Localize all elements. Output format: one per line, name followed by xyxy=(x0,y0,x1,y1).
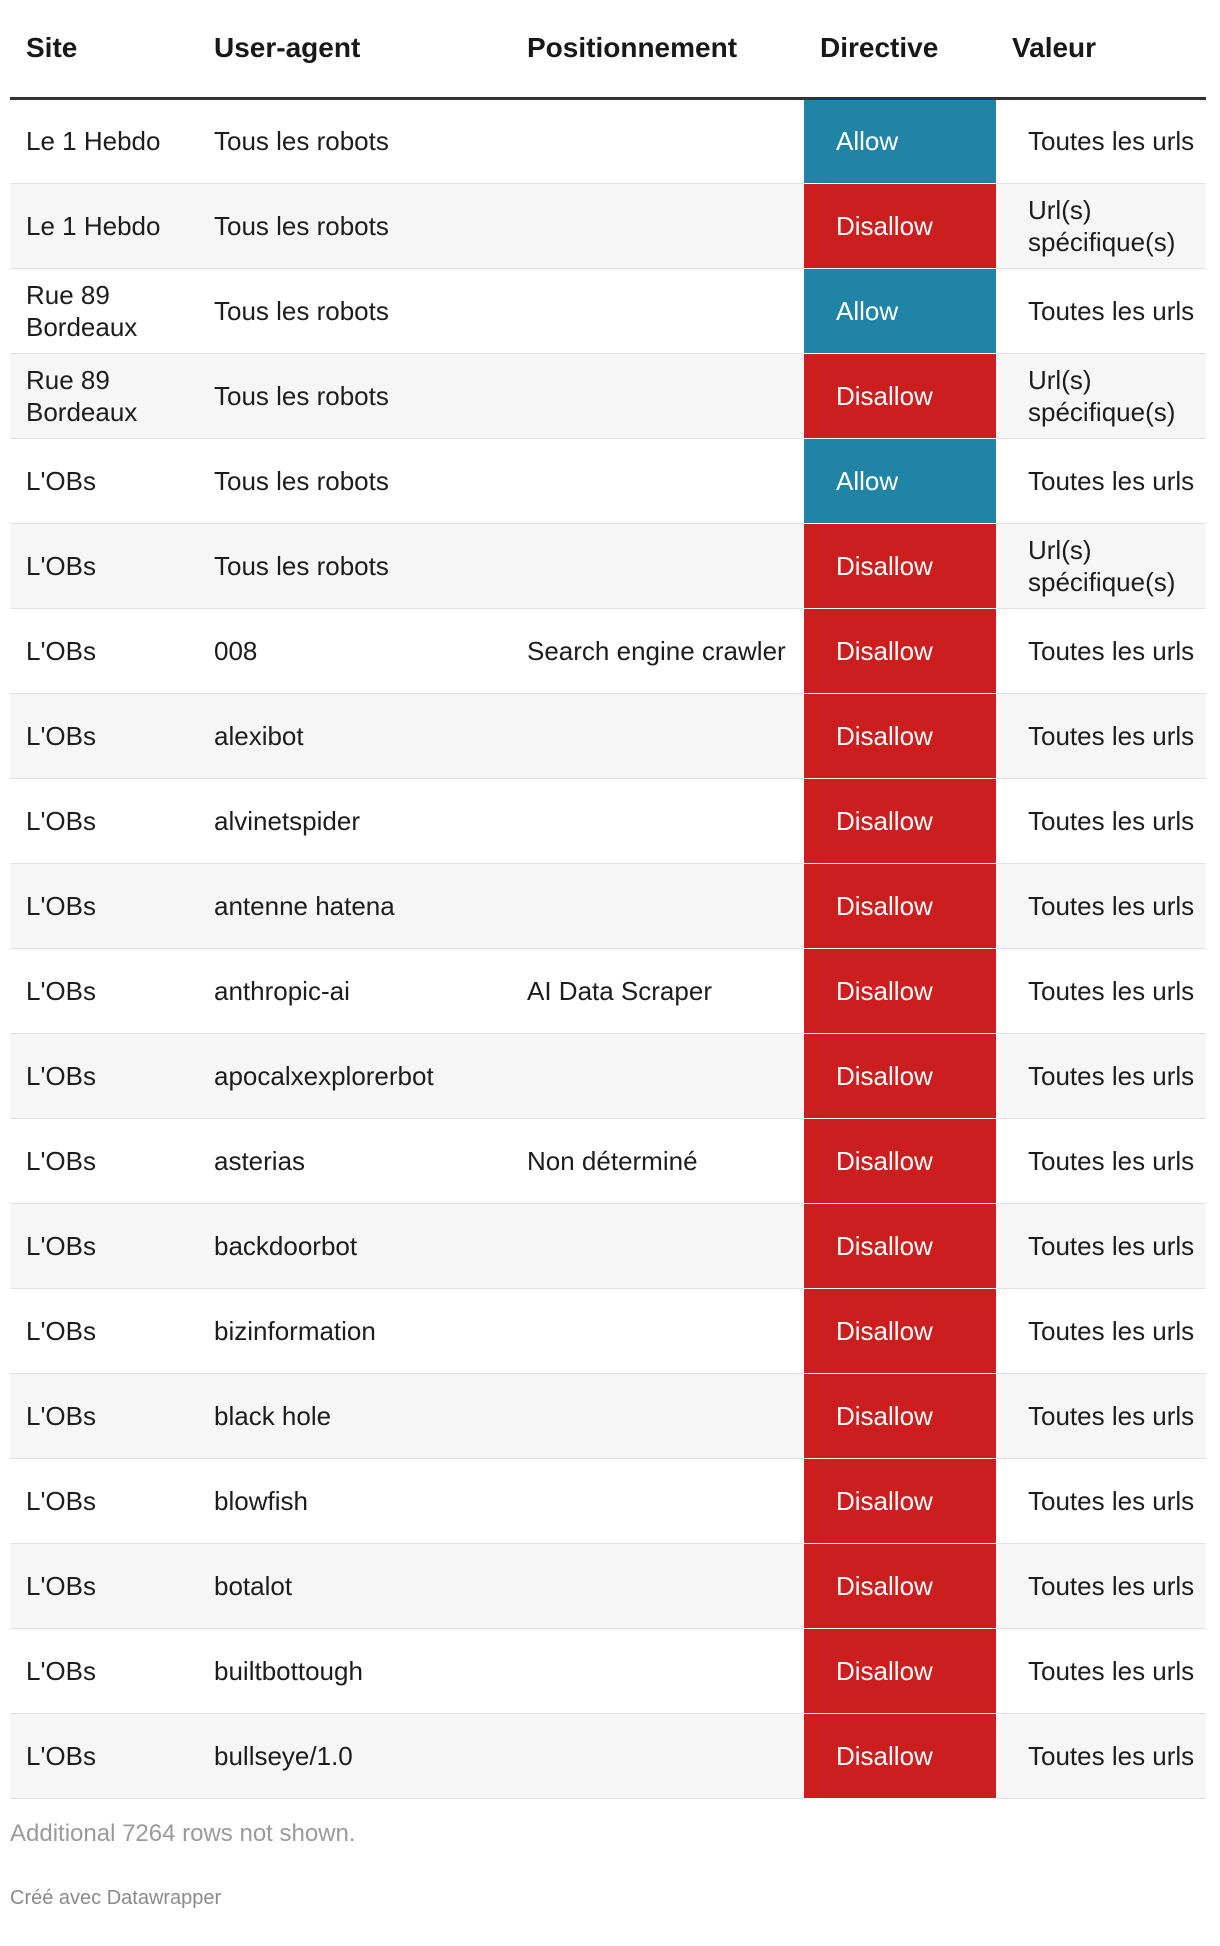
table-row xyxy=(10,1288,1206,1373)
cell-valeur: Toutes les urls xyxy=(996,438,1206,523)
cell-site: L'OBs xyxy=(10,1713,198,1798)
cell-site: L'OBs xyxy=(10,523,198,608)
cell-directive: Disallow xyxy=(804,863,996,948)
cell-site: L'OBs xyxy=(10,608,198,693)
cell-positionnement xyxy=(511,1458,804,1543)
cell-positionnement: AI Data Scraper xyxy=(511,948,804,1033)
robots-directives-table xyxy=(10,0,1206,1799)
cell-valeur: Url(s) spécifique(s) xyxy=(996,523,1206,608)
cell-positionnement xyxy=(511,183,804,268)
table-row xyxy=(10,948,1206,1033)
cell-site: Le 1 Hebdo xyxy=(10,98,198,183)
cell-valeur: Toutes les urls xyxy=(996,948,1206,1033)
cell-positionnement xyxy=(511,1373,804,1458)
cell-valeur: Toutes les urls xyxy=(996,1628,1206,1713)
table-row xyxy=(10,98,1206,183)
cell-site: Le 1 Hebdo xyxy=(10,183,198,268)
cell-valeur: Url(s) spécifique(s) xyxy=(996,183,1206,268)
cell-valeur: Toutes les urls xyxy=(996,1713,1206,1798)
cell-valeur: Url(s) spécifique(s) xyxy=(996,353,1206,438)
table-row xyxy=(10,1033,1206,1118)
cell-user-agent: alexibot xyxy=(198,693,511,778)
table-row xyxy=(10,1458,1206,1543)
table-row xyxy=(10,778,1206,863)
cell-site: L'OBs xyxy=(10,948,198,1033)
table-header-row xyxy=(10,0,1206,98)
cell-user-agent: asterias xyxy=(198,1118,511,1203)
cell-directive: Disallow xyxy=(804,948,996,1033)
table-row xyxy=(10,1628,1206,1713)
cell-directive: Allow xyxy=(804,268,996,353)
cell-user-agent: Tous les robots xyxy=(198,183,511,268)
cell-site: L'OBs xyxy=(10,863,198,948)
cell-valeur: Toutes les urls xyxy=(996,778,1206,863)
cell-user-agent: blowfish xyxy=(198,1458,511,1543)
cell-user-agent: Tous les robots xyxy=(198,523,511,608)
cell-valeur: Toutes les urls xyxy=(996,608,1206,693)
cell-directive: Allow xyxy=(804,438,996,523)
cell-directive: Disallow xyxy=(804,1373,996,1458)
table-row xyxy=(10,438,1206,523)
cell-site: Rue 89 Bordeaux xyxy=(10,353,198,438)
cell-positionnement xyxy=(511,863,804,948)
cell-positionnement: Search engine crawler xyxy=(511,608,804,693)
cell-directive: Disallow xyxy=(804,183,996,268)
column-header-site[interactable]: Site xyxy=(10,0,198,98)
table-row xyxy=(10,523,1206,608)
cell-user-agent: apocalxexplorerbot xyxy=(198,1033,511,1118)
cell-positionnement xyxy=(511,353,804,438)
cell-positionnement xyxy=(511,693,804,778)
table-body xyxy=(10,98,1206,1798)
cell-site: Rue 89 Bordeaux xyxy=(10,268,198,353)
cell-user-agent: Tous les robots xyxy=(198,268,511,353)
cell-valeur: Toutes les urls xyxy=(996,693,1206,778)
cell-site: L'OBs xyxy=(10,1458,198,1543)
table-row xyxy=(10,268,1206,353)
table-row xyxy=(10,1543,1206,1628)
table-row xyxy=(10,863,1206,948)
cell-directive: Disallow xyxy=(804,523,996,608)
cell-user-agent: black hole xyxy=(198,1373,511,1458)
cell-positionnement: Non déterminé xyxy=(511,1118,804,1203)
cell-user-agent: builtbottough xyxy=(198,1628,511,1713)
cell-user-agent: antenne hatena xyxy=(198,863,511,948)
cell-positionnement xyxy=(511,438,804,523)
cell-directive: Disallow xyxy=(804,1713,996,1798)
cell-valeur: Toutes les urls xyxy=(996,1458,1206,1543)
datawrapper-credit: Créé avec Datawrapper xyxy=(10,1887,222,1909)
table-row xyxy=(10,353,1206,438)
cell-site: L'OBs xyxy=(10,1203,198,1288)
cell-directive: Disallow xyxy=(804,608,996,693)
cell-user-agent: botalot xyxy=(198,1543,511,1628)
cell-site: L'OBs xyxy=(10,1118,198,1203)
cell-user-agent: backdoorbot xyxy=(198,1203,511,1288)
cell-user-agent: anthropic-ai xyxy=(198,948,511,1033)
cell-valeur: Toutes les urls xyxy=(996,1118,1206,1203)
cell-directive: Disallow xyxy=(804,1543,996,1628)
cell-directive: Disallow xyxy=(804,1288,996,1373)
cell-valeur: Toutes les urls xyxy=(996,1203,1206,1288)
column-header-positionnement[interactable]: Positionnement xyxy=(511,0,804,98)
cell-site: L'OBs xyxy=(10,438,198,523)
cell-positionnement xyxy=(511,268,804,353)
cell-directive: Disallow xyxy=(804,1203,996,1288)
cell-valeur: Toutes les urls xyxy=(996,1373,1206,1458)
cell-directive: Disallow xyxy=(804,1033,996,1118)
cell-user-agent: bizinformation xyxy=(198,1288,511,1373)
table-row xyxy=(10,1203,1206,1288)
cell-directive: Disallow xyxy=(804,1458,996,1543)
table-notes: Additional 7264 rows not shown. xyxy=(10,1820,356,1847)
cell-user-agent: alvinetspider xyxy=(198,778,511,863)
cell-positionnement xyxy=(511,98,804,183)
cell-positionnement xyxy=(511,1033,804,1118)
cell-positionnement xyxy=(511,1713,804,1798)
cell-user-agent: Tous les robots xyxy=(198,438,511,523)
cell-directive: Allow xyxy=(804,98,996,183)
column-header-directive[interactable]: Directive xyxy=(804,0,996,98)
table-row xyxy=(10,1373,1206,1458)
cell-site: L'OBs xyxy=(10,1628,198,1713)
cell-positionnement xyxy=(511,1543,804,1628)
cell-user-agent: bullseye/1.0 xyxy=(198,1713,511,1798)
cell-valeur: Toutes les urls xyxy=(996,1033,1206,1118)
column-header-user-agent[interactable]: User-agent xyxy=(198,0,511,98)
cell-site: L'OBs xyxy=(10,693,198,778)
table-row xyxy=(10,183,1206,268)
cell-site: L'OBs xyxy=(10,1033,198,1118)
cell-directive: Disallow xyxy=(804,1628,996,1713)
cell-site: L'OBs xyxy=(10,1373,198,1458)
cell-directive: Disallow xyxy=(804,778,996,863)
table-row xyxy=(10,693,1206,778)
datawrapper-table-container xyxy=(10,0,1206,1799)
cell-valeur: Toutes les urls xyxy=(996,98,1206,183)
column-header-valeur[interactable]: Valeur xyxy=(996,0,1206,98)
cell-site: L'OBs xyxy=(10,1543,198,1628)
cell-user-agent: Tous les robots xyxy=(198,353,511,438)
cell-directive: Disallow xyxy=(804,1118,996,1203)
cell-positionnement xyxy=(511,778,804,863)
cell-user-agent: 008 xyxy=(198,608,511,693)
cell-positionnement xyxy=(511,1628,804,1713)
cell-positionnement xyxy=(511,1288,804,1373)
table-row xyxy=(10,608,1206,693)
cell-positionnement xyxy=(511,1203,804,1288)
cell-directive: Disallow xyxy=(804,353,996,438)
cell-site: L'OBs xyxy=(10,1288,198,1373)
cell-positionnement xyxy=(511,523,804,608)
cell-directive: Disallow xyxy=(804,693,996,778)
cell-user-agent: Tous les robots xyxy=(198,98,511,183)
table-row xyxy=(10,1713,1206,1798)
cell-valeur: Toutes les urls xyxy=(996,863,1206,948)
cell-valeur: Toutes les urls xyxy=(996,1543,1206,1628)
cell-valeur: Toutes les urls xyxy=(996,1288,1206,1373)
cell-site: L'OBs xyxy=(10,778,198,863)
cell-valeur: Toutes les urls xyxy=(996,268,1206,353)
table-row xyxy=(10,1118,1206,1203)
